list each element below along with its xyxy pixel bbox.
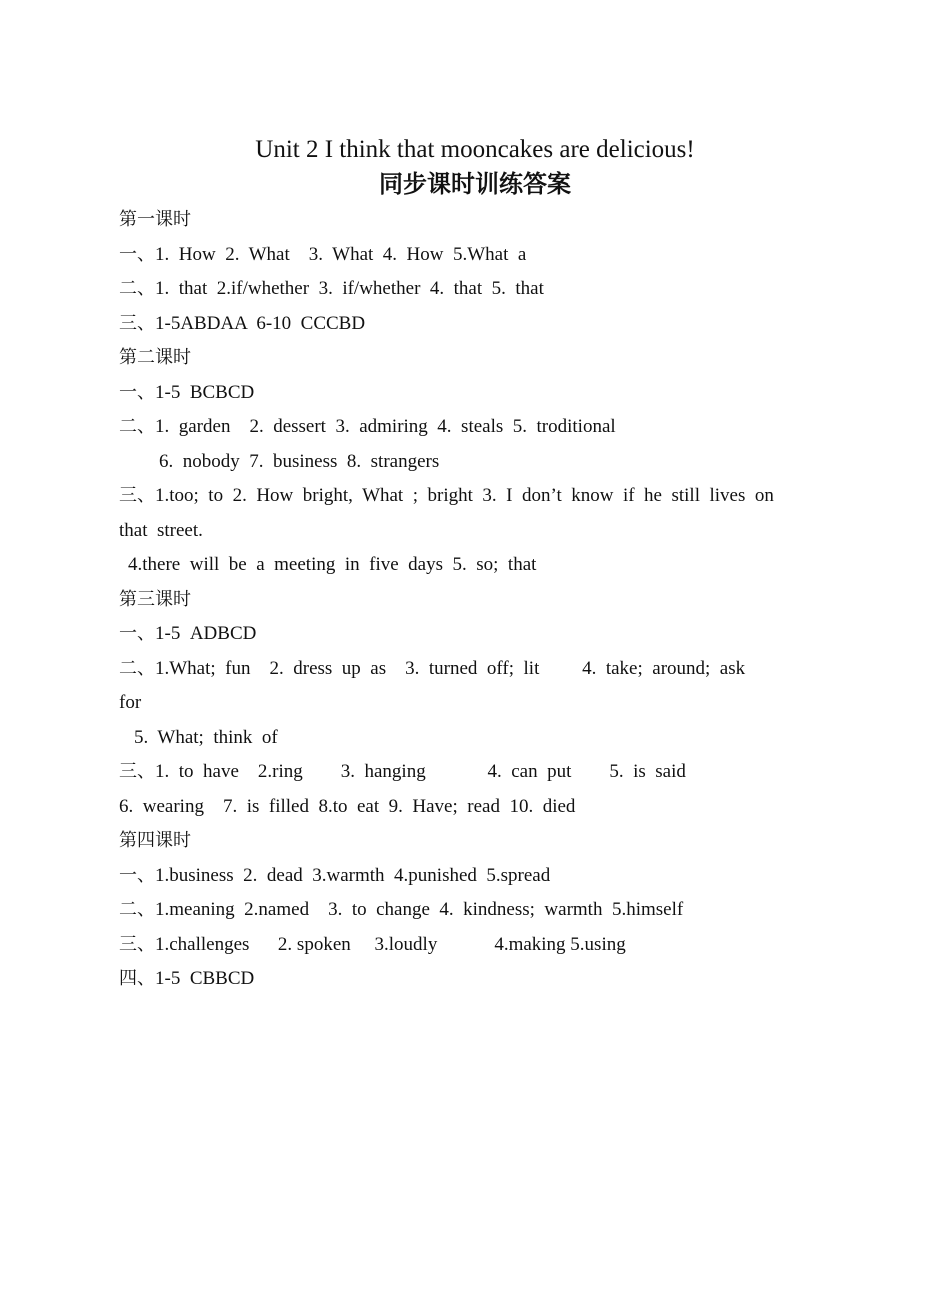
answer-line: 一、1-5 BCBCD bbox=[119, 381, 255, 403]
answer-line: 二、1.What; fun 2. dress up as 3. turned off; lit 4. take; around; ask bbox=[119, 657, 746, 679]
answer-line: 三、1-5ABDAA 6-10 CCCBD bbox=[119, 312, 366, 334]
answer-line: 一、1. How 2. What 3. What 4. How 5.What a bbox=[119, 243, 527, 265]
answer-line-continued: for bbox=[119, 692, 142, 713]
document-title-english: Unit 2 I think that mooncakes are delicious! bbox=[255, 136, 695, 163]
lesson-heading-3: 第三课时 bbox=[119, 588, 191, 610]
answer-line-continued: that street. bbox=[119, 519, 203, 541]
lesson-heading-2: 第二课时 bbox=[119, 347, 191, 368]
answer-line: 三、1.challenges 2. spoken 3.loudly 4.making 5.using bbox=[119, 933, 626, 955]
document-title-chinese: 同步课时训练答案 bbox=[379, 170, 571, 198]
answer-line-continued: 5. What; think of bbox=[134, 726, 278, 748]
answer-line: 二、1.meaning 2.named 3. to change 4. kindness; warmth 5.himself bbox=[119, 899, 684, 920]
answer-line-continued: 6. nobody 7. business 8. strangers bbox=[159, 450, 440, 472]
answer-line: 二、1. that 2.if/whether 3. if/whether 4. that 5. that bbox=[119, 278, 544, 299]
answer-line: 四、1-5 CBBCD bbox=[119, 968, 255, 989]
answer-line: 一、1.business 2. dead 3.warmth 4.punished 5.spread bbox=[119, 864, 551, 886]
answer-line-continued: 4.there will be a meeting in five days 5. so; that bbox=[128, 554, 537, 575]
answer-line-continued: 6. wearing 7. is filled 8.to eat 9. Have; read 10. died bbox=[119, 795, 576, 817]
lesson-heading-4: 第四课时 bbox=[119, 830, 191, 851]
answer-line: 二、1. garden 2. dessert 3. admiring 4. steals 5. troditional bbox=[119, 416, 616, 437]
answer-line: 一、1-5 ADBCD bbox=[119, 623, 257, 644]
answer-line: 三、1. to have 2.ring 3. hanging 4. can put 5. is said bbox=[119, 761, 686, 782]
answer-line: 三、1.too; to 2. How bright, What ; bright 3. I don’t know if he still lives on bbox=[119, 485, 774, 506]
answer-list bbox=[119, 203, 831, 997]
lesson-heading-1: 第一课时 bbox=[119, 209, 191, 230]
